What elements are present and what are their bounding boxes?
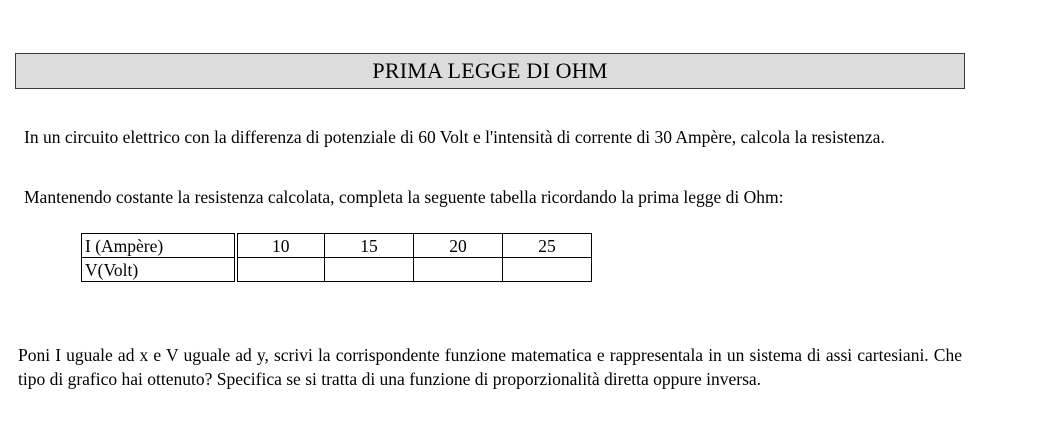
current-cell: 20 (414, 234, 503, 258)
voltage-cell (325, 258, 414, 282)
table-row-current (82, 234, 592, 258)
page-title: PRIMA LEGGE DI OHM (372, 58, 608, 83)
row-header-current: I (Ampère) (82, 234, 236, 258)
graph-instructions: Poni I uguale ad x e V uguale ad y, scrivi la corrispondente funzione matematica e rappresentala in un sistema di assi cartesiani. Che tipo di grafico hai ottenuto? Specifica se si tratta di una funzione di proporzionalità diretta oppure inversa. (18, 345, 962, 389)
voltage-cell (236, 258, 325, 282)
page-title-box (15, 53, 965, 89)
voltage-cell (414, 258, 503, 282)
current-cell: 25 (503, 234, 592, 258)
table-row-voltage (82, 258, 592, 282)
problem-statement: In un circuito elettrico con la differenza di potenziale di 60 Volt e l'intensità di corrente di 30 Ampère, calcola la resistenza. (24, 127, 885, 147)
row-header-voltage: V(Volt) (82, 258, 236, 282)
current-cell: 10 (236, 234, 325, 258)
table-instructions: Mantenendo costante la resistenza calcolata, completa la seguente tabella ricordando la prima legge di Ohm: (24, 187, 784, 207)
voltage-cell (503, 258, 592, 282)
ohm-table (81, 233, 592, 282)
current-cell: 15 (325, 234, 414, 258)
